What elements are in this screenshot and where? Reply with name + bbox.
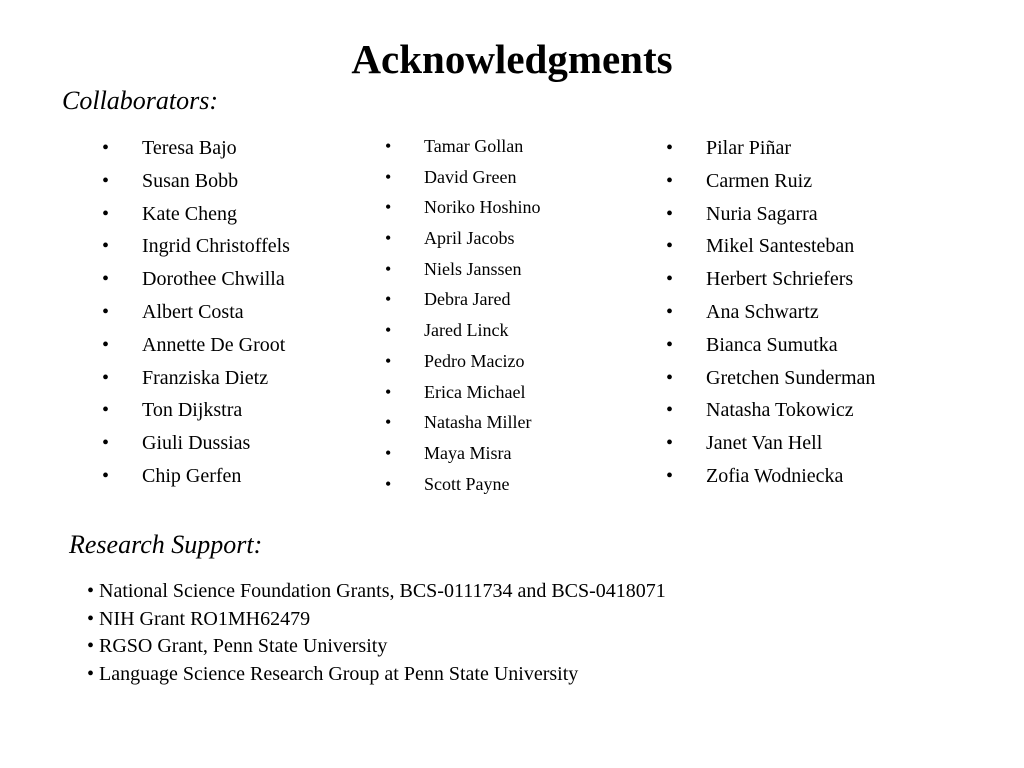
bullet-icon: • — [102, 333, 110, 356]
collaborator-name: Bianca Sumutka — [706, 333, 838, 356]
collaborator-name: Chip Gerfen — [142, 464, 242, 487]
collaborator-name: Scott Payne — [424, 473, 510, 494]
collaborator-item — [666, 364, 876, 397]
collaborator-item — [102, 429, 290, 462]
collaborator-name: Ton Dijkstra — [142, 399, 243, 422]
collaborator-item — [385, 133, 541, 164]
collaborator-item — [666, 298, 875, 331]
collaborator-name: Janet Van Hell — [706, 432, 823, 455]
collaborator-name: Susan Bobb — [142, 169, 239, 192]
collaborator-name: Dorothee Chwilla — [142, 268, 285, 291]
collaborator-name: Kate Cheng — [142, 202, 237, 225]
collaborator-name: Carmen Ruiz — [706, 169, 813, 192]
collaborator-item — [666, 462, 875, 495]
bullet-icon: • — [666, 235, 674, 258]
collaborator-item — [102, 134, 290, 167]
collaborator-name: Erica Michael — [424, 381, 526, 402]
bullet-icon: • — [385, 442, 392, 463]
collaborator-item — [102, 298, 290, 331]
collaborator-item — [666, 429, 875, 462]
bullet-icon: • — [102, 202, 110, 225]
bullet-icon: • — [102, 169, 110, 192]
support-item: • Language Science Research Group at Penn State University — [87, 662, 579, 685]
collaborator-name: Herbert Schriefers — [706, 268, 854, 291]
bullet-icon: • — [385, 473, 392, 494]
research-support-list — [87, 578, 666, 688]
collaborator-item — [385, 440, 541, 471]
bullet-icon: • — [666, 300, 674, 323]
collaborator-name: Noriko Hoshino — [424, 197, 541, 218]
bullet-icon: • — [102, 464, 110, 487]
collaborator-name: Teresa Bajo — [142, 137, 237, 159]
collaborator-name: Gretchen Sunderman — [706, 366, 876, 389]
collaborator-item — [385, 409, 541, 440]
bullet-icon: • — [385, 412, 392, 433]
collaborator-item — [102, 364, 290, 397]
bullet-icon: • — [385, 228, 392, 249]
collaborator-item — [666, 134, 875, 167]
collaborator-name: Ingrid Christoffels — [142, 235, 290, 258]
collaborator-item — [102, 396, 290, 429]
collaborator-item — [385, 286, 541, 317]
collaborator-name: Niels Janssen — [424, 258, 522, 279]
bullet-icon: • — [666, 268, 674, 291]
collaborator-item — [102, 265, 290, 298]
collaborator-name: Maya Misra — [424, 442, 512, 463]
support-item: • NIH Grant RO1MH62479 — [87, 607, 311, 630]
collaborator-name: Ana Schwartz — [706, 300, 819, 323]
slide-title: Acknowledgments — [351, 36, 673, 82]
collaborator-name: Giuli Dussias — [142, 432, 251, 455]
collaborator-item — [385, 225, 541, 256]
bullet-icon: • — [666, 333, 674, 356]
collaborator-item — [666, 232, 875, 265]
bullet-icon: • — [666, 169, 674, 192]
collaborator-name: Pilar Piñar — [706, 137, 791, 159]
collaborator-name: Mikel Santesteban — [706, 235, 855, 258]
collaborator-item — [102, 232, 290, 265]
collaborator-item — [385, 256, 541, 287]
bullet-icon: • — [385, 289, 392, 310]
research-support-heading: Research Support: — [69, 530, 263, 559]
bullet-icon: • — [666, 399, 674, 422]
bullet-icon: • — [102, 235, 110, 258]
collaborators-column-2 — [385, 133, 541, 501]
bullet-icon: • — [385, 258, 392, 279]
bullet-icon: • — [385, 166, 392, 187]
bullet-icon: • — [102, 432, 110, 455]
bullet-icon: • — [666, 366, 674, 389]
collaborator-item — [666, 167, 875, 200]
bullet-icon: • — [385, 350, 392, 371]
collaborator-item — [385, 471, 541, 502]
support-item: • National Science Foundation Grants, BCS-0111734 and BCS-0418071 — [87, 580, 666, 602]
bullet-icon: • — [666, 464, 674, 487]
bullet-icon: • — [385, 136, 392, 156]
collaborator-name: Zofia Wodniecka — [706, 464, 844, 487]
collaborator-item — [102, 331, 290, 364]
collaborator-name: April Jacobs — [424, 228, 515, 249]
collaborator-name: Nuria Sagarra — [706, 202, 818, 225]
bullet-icon: • — [102, 399, 110, 422]
collaborator-item — [666, 396, 875, 429]
collaborator-name: Natasha Miller — [424, 412, 532, 433]
bullet-icon: • — [666, 137, 674, 159]
collaborator-item — [385, 379, 541, 410]
collaborator-item — [666, 200, 875, 233]
collaborators-heading: Collaborators: — [62, 86, 219, 115]
bullet-icon: • — [666, 432, 674, 455]
collaborator-item — [385, 194, 541, 225]
collaborators-column-3 — [666, 134, 876, 495]
collaborator-name: Debra Jared — [424, 289, 511, 310]
collaborator-item — [666, 331, 875, 364]
collaborator-name: Annette De Groot — [142, 333, 286, 356]
collaborator-item — [102, 200, 290, 233]
support-item: • RGSO Grant, Penn State University — [87, 635, 388, 657]
bullet-icon: • — [666, 202, 674, 225]
collaborator-item — [102, 167, 290, 200]
collaborator-item — [385, 164, 541, 195]
collaborator-name: Jared Linck — [424, 320, 509, 341]
collaborator-name: Natasha Tokowicz — [706, 399, 854, 422]
bullet-icon: • — [102, 366, 110, 389]
collaborators-column-1 — [102, 134, 290, 495]
bullet-icon: • — [102, 300, 110, 323]
collaborator-name: Pedro Macizo — [424, 350, 525, 371]
bullet-icon: • — [102, 137, 110, 159]
collaborator-item — [102, 462, 290, 495]
bullet-icon: • — [385, 197, 392, 218]
collaborator-item — [666, 265, 875, 298]
collaborator-item — [385, 348, 541, 379]
collaborator-name: Franziska Dietz — [142, 366, 269, 389]
bullet-icon: • — [385, 381, 392, 402]
collaborator-name: Tamar Gollan — [424, 136, 524, 156]
bullet-icon: • — [102, 268, 110, 291]
collaborator-name: David Green — [424, 166, 517, 187]
collaborator-item — [385, 317, 541, 348]
collaborator-name: Albert Costa — [142, 300, 244, 323]
bullet-icon: • — [385, 320, 392, 341]
